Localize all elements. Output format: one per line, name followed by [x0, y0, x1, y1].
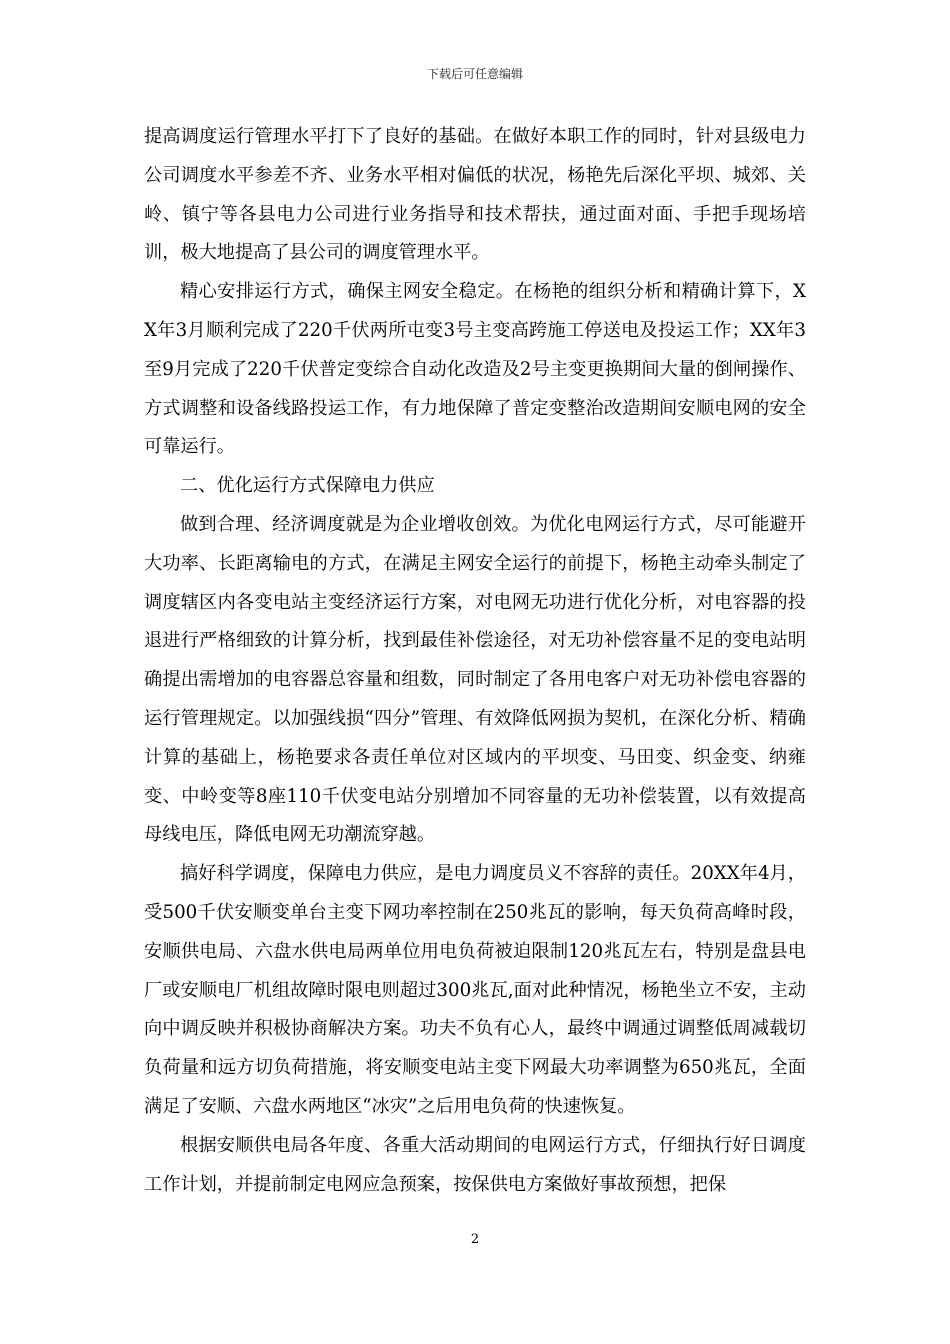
paragraph: 精心安排运行方式，确保主网安全稳定。在杨艳的组织分析和精确计算下，XX年3月顺利完成了220千伏两所屯变3号主变高跨施工停送电及投运工作；XX年3至9月完成了220千伏普定变综合自动化改造及2号主变更换期间大量的倒闸操作、方式调整和设备线路投运工作，有力地保障了普定变整治改造期间安顺电网的安全可靠运行。 [144, 281, 806, 458]
section-heading: 二、优化运行方式保障电力供应 [180, 475, 435, 497]
document-body [144, 118, 806, 1204]
paragraph: 提高调度运行管理水平打下了良好的基础。在做好本职工作的同时，针对县级电力公司调度水平参差不齐、业务水平相对偏低的状况，杨艳先后深化平坝、城郊、关岭、镇宁等各县电力公司进行业务指导和技术帮扶，通过面对面、手把手现场培训，极大地提高了县公司的调度管理水平。 [144, 126, 806, 264]
page-header: 下载后可任意编辑 [426, 67, 523, 81]
paragraph: 搞好科学调度，保障电力供应，是电力调度员义不容辞的责任。20XX年4月，受500千伏安顺变单台主变下网功率控制在250兆瓦的影响，每天负荷高峰时段，安顺供电局、六盘水供电局两单位用电负荷被迫限制120兆瓦左右，特别是盘县电厂或安顺电厂机组故障时限电则超过300兆瓦,面对此种情况，杨艳坐立不安，主动向中调反映并积极协商解决方案。功夫不负有心人，最终中调通过调整低周减载切负荷量和远方切负荷措施，将安顺变电站主变下网最大功率调整为650兆瓦，全面满足了安顺、六盘水两地区“冰灾”之后用电负荷的快速恢复。 [144, 863, 806, 1117]
paragraph: 做到合理、经济调度就是为企业增收创效。为优化电网运行方式，尽可能避开大功率、长距离输电的方式，在满足主网安全运行的前提下，杨艳主动牵头制定了调度辖区内各变电站主变经济运行方案，对电网无功进行优化分析，对电容器的投退进行严格细致的计算分析，找到最佳补偿途径，对无功补偿容量不足的变电站明确提出需增加的电容器总容量和组数，同时制定了各用电客户对无功补偿电容器的运行管理规定。以加强线损“四分”管理、有效降低网损为契机，在深化分析、精确计算的基础上，杨艳要求各责任单位对区域内的平坝变、马田变、织金变、纳雍变、中岭变等8座110千伏变电站分别增加不同容量的无功补偿装置，以有效提高母线电压，降低电网无功潮流穿越。 [144, 513, 806, 846]
page-number: 2 [470, 1232, 480, 1247]
paragraph: 根据安顺供电局各年度、各重大活动期间的电网运行方式，仔细执行好日调度工作计划，并提前制定电网应急预案，按保供电方案做好事故预想，把保 [144, 1134, 806, 1195]
